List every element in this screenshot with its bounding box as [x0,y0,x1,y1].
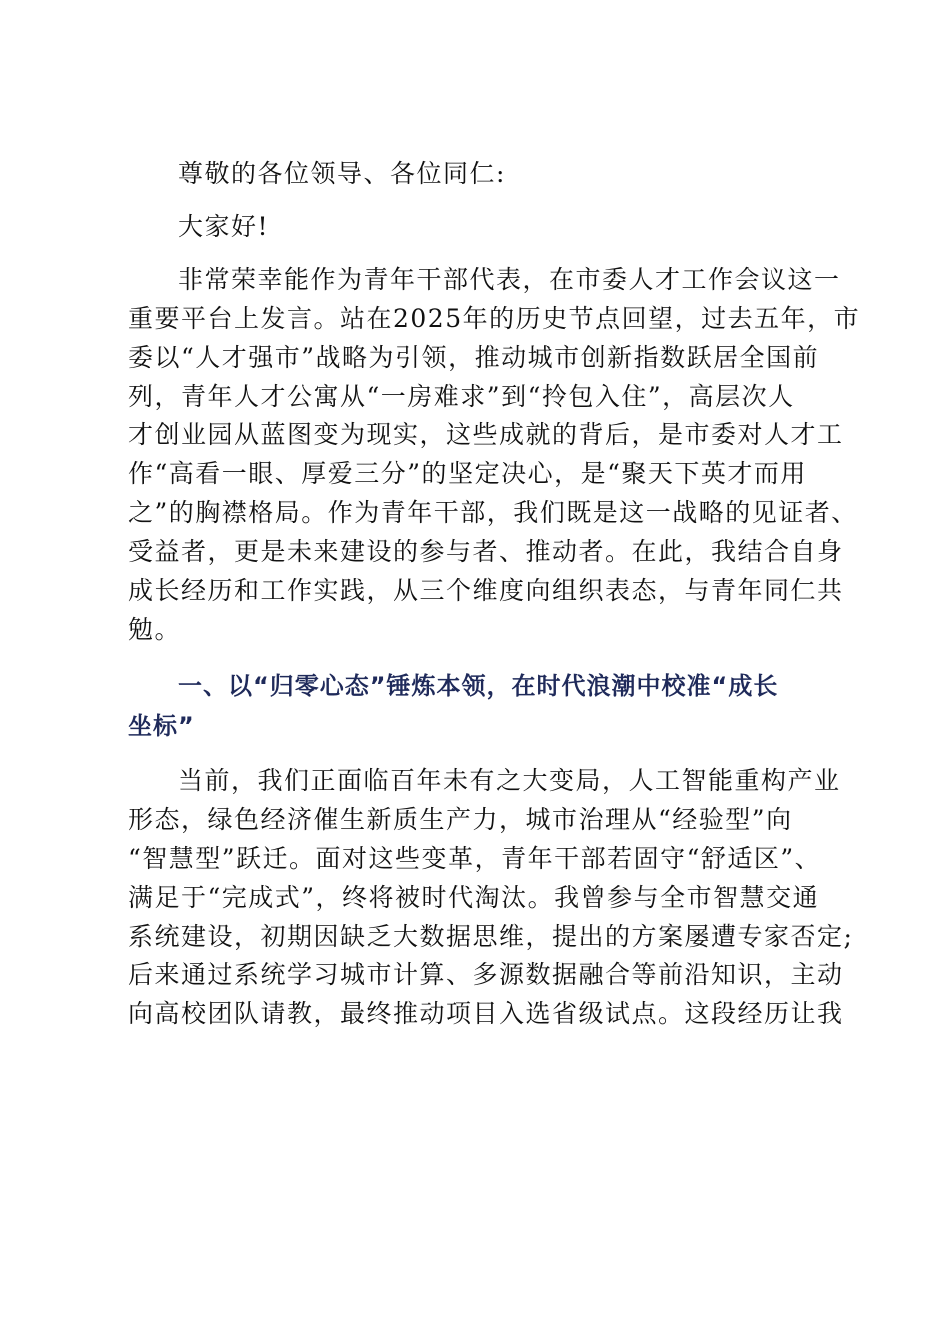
paragraph-line: 之”的胸襟格局。作为青年干部，我们既是这一战略的见证者、 [128,498,858,528]
paragraph-line: 后来通过系统学习城市计算、多源数据融合等前沿知识，主动 [128,960,844,990]
paragraph-line: 满足于“完成式”，终将被时代淘汰。我曾参与全市智慧交通 [128,882,820,912]
greeting: 大家好! [178,211,270,241]
section-heading-1 [128,666,835,746]
paragraph-line: 作“高看一眼、厚爱三分”的坚定决心，是“聚天下英才而用 [128,459,807,489]
heading-line: 坐标” [128,711,195,740]
paragraph-intro [128,261,861,650]
paragraph-line: 形态，绿色经济催生新质生产力，城市治理从“经验型”向 [128,804,793,834]
paragraph-line: 才创业园从蓝图变为现实，这些成就的背后，是市委对人才工 [128,420,844,450]
heading-line: 一、以“归零心态”锤炼本领，在时代浪潮中校准“成长 [178,671,779,700]
paragraph-line: 委以“人才强市”战略为引领，推动城市创新指数跃居全国前 [128,342,820,372]
paragraph-line: 列，青年人才公寓从“一房难求”到“拎包入住”，高层次人 [128,381,795,411]
paragraph-line: 非常荣幸能作为青年干部代表，在市委人才工作会议这一 [178,264,841,294]
paragraph-line: 重要平台上发言。站在2025年的历史节点回望，过去五年，市 [128,303,861,333]
paragraph-line: 当前，我们正面临百年未有之大变局，人工智能重构产业 [178,765,841,795]
paragraph-section-1 [128,762,854,1034]
paragraph-line: 受益者，更是未来建设的参与者、推动者。在此，我结合自身 [128,537,844,567]
salutation: 尊敬的各位领导、各位同仁: [178,159,506,188]
paragraph-line: 勉。 [128,614,182,644]
paragraph-line: 向高校团队请教，最终推动项目入选省级试点。这段经历让我 [128,999,844,1029]
paragraph-line: “智慧型”跃迁。面对这些变革，青年干部若固守“舒适区”、 [128,843,822,873]
paragraph-line: 成长经历和工作实践，从三个维度向组织表态，与青年同仁共 [128,576,844,606]
paragraph-line: 系统建设，初期因缺乏大数据思维，提出的方案屡遭专家否定; [128,921,854,951]
